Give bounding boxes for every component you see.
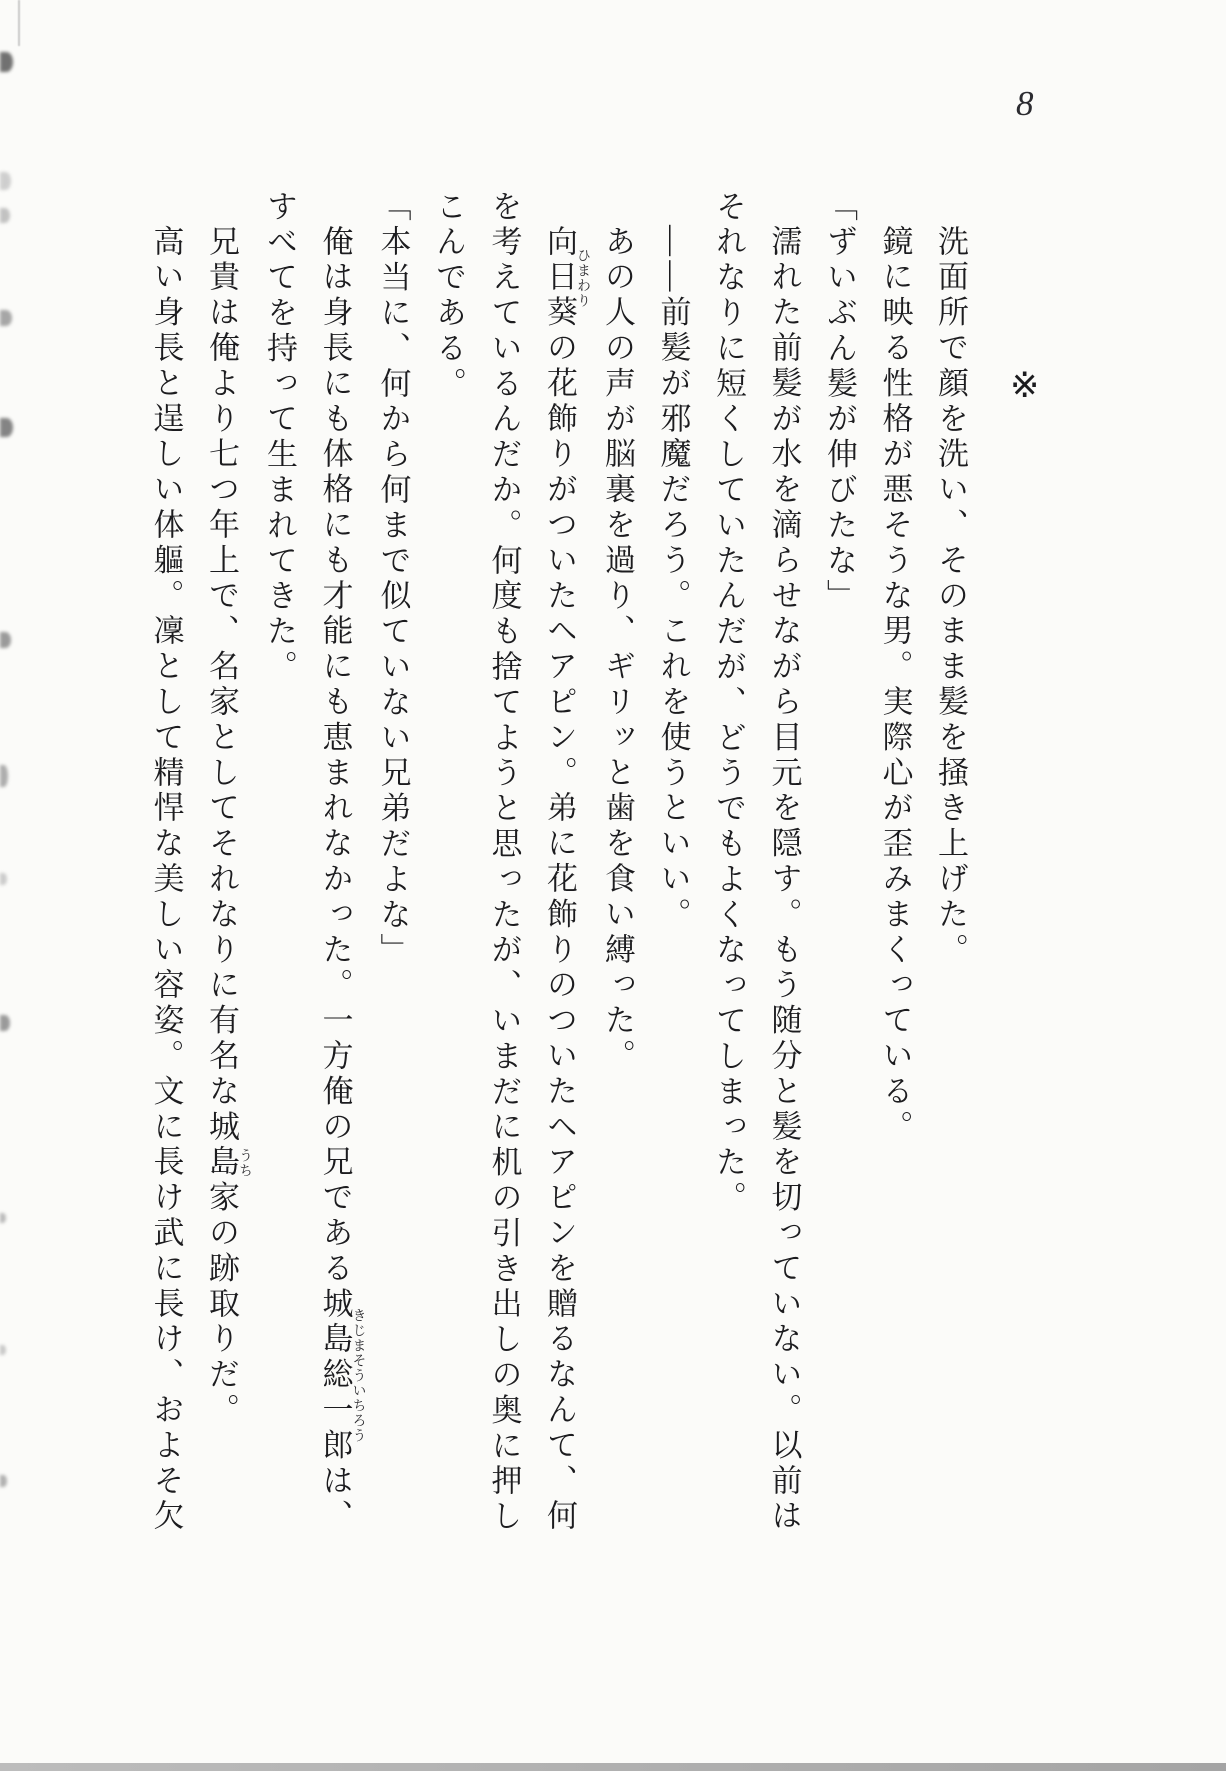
- scan-artifact: [0, 765, 8, 787]
- paragraph: 俺は身長にも体格にも才能にも恵まれなかった。一方俺の兄である城島総一郎きじまそういちろうは、すべてを持って生まれてきた。: [262, 190, 366, 1536]
- scan-artifact: [0, 52, 13, 72]
- paragraph: ――前髪が邪魔だろう。これを使うといい。: [655, 225, 691, 934]
- section-break-marker: ※: [1010, 366, 1040, 405]
- scan-artifact: [0, 873, 7, 885]
- paragraph: 高い身長と逞しい体軀。凜として精悍な美しい容姿。文に長け武に長け、およそ欠: [148, 225, 184, 1536]
- paragraph: 兄貴は俺より七つ年上で、名家としてそれなりに有名な城島家うちの跡取りだ。: [204, 225, 252, 1429]
- paragraph: 向日葵ひまわりの花飾りがついたヘアピン。弟に花飾りのついたヘアピンを贈るなんて、何を考えているんだか。何度も捨てようと思ったが、いまだに机の引き出しの奥に押しこんである。: [431, 190, 590, 1536]
- paragraph: 「ずいぶん髪が伸びたな」: [822, 190, 857, 615]
- paragraph: 洗面所で顔を洗い、そのまま髪を掻き上げた。: [933, 225, 968, 969]
- scan-binding-line: [18, 0, 20, 46]
- paragraph: あの人の声が脳裏を過り、ギリッと歯を食い縛った。: [600, 225, 635, 1075]
- scan-edge-bar: [0, 1763, 1226, 1771]
- paragraph: 濡れた前髪が水を滴らせながら目元を隠す。もう随分と髪を切っていない。以前はそれなりに短くしていたんだが、どうでもよくなってしまった。: [711, 190, 802, 1536]
- scan-artifact: [0, 1475, 7, 1487]
- scan-artifact: [0, 1345, 6, 1355]
- scan-artifact: [0, 418, 13, 437]
- paragraph: 鏡に映る性格が悪そうな男。実際心が歪みまくっている。: [877, 225, 913, 1146]
- ruby-annotated-word: 城島総一郎きじまそういちろう: [317, 1287, 366, 1465]
- ruby-annotated-word: 向日葵ひまわり: [542, 225, 590, 332]
- paragraph: 「本当に、何から何まで似ていない兄弟だよな」: [375, 190, 411, 969]
- furigana: ひまわり: [575, 225, 590, 332]
- furigana: うち: [237, 1110, 252, 1217]
- scan-artifact: [0, 310, 12, 326]
- scan-artifact: [0, 172, 11, 190]
- scan-artifact: [0, 632, 11, 648]
- ruby-annotated-word: 城島家うち: [204, 1110, 252, 1217]
- text-block: [136, 190, 978, 1542]
- scan-artifact: [0, 208, 10, 223]
- page-number: 8: [1016, 84, 1034, 123]
- scan-artifact: [0, 1213, 6, 1223]
- furigana: きじまそういちろう: [350, 1287, 366, 1465]
- scan-artifact: [0, 1015, 10, 1031]
